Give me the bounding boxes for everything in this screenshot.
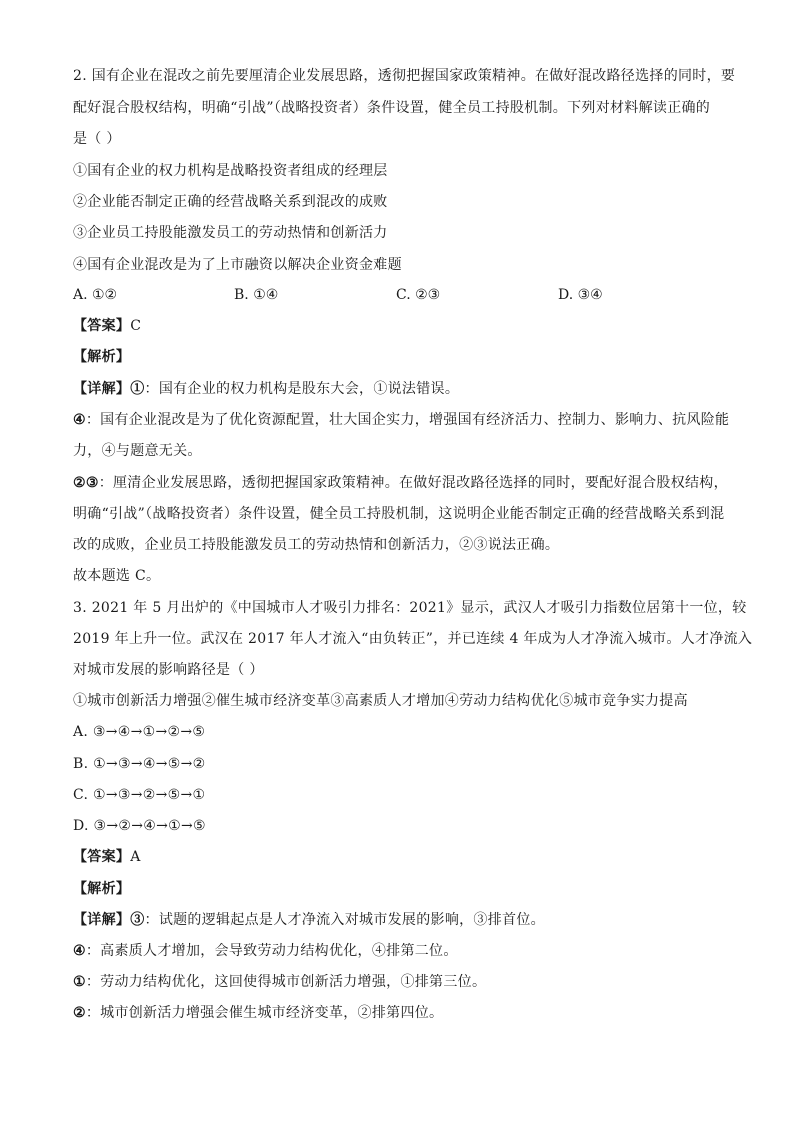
q3-stem-line-1: 3. 2021 年 5 月出炉的《中国城市人才吸引力排名：2021》显示，武汉人才吸引力指数位居第十一位，较 [73, 600, 747, 616]
q2-detail-line-2 [73, 410, 729, 430]
q3-option-b[interactable]: B. ①→③→④→⑤→② [73, 756, 206, 772]
q2-stem-line-3: 是（ ） [73, 131, 121, 147]
q3-detail-text-1: ：试题的逻辑起点是人才净流入对城市发展的影响，③排首位。 [144, 912, 545, 928]
q3-detail-text-4: ：城市创新活力增强会催生城市经济变革，②排第四位。 [85, 1005, 444, 1021]
q3-analysis-label: 【解析】 [73, 881, 131, 897]
q3-answer [73, 847, 141, 867]
q2-detail-line-4 [73, 473, 728, 493]
q2-detail-line-5: 明确“引战”（战略投资者）条件设置，健全员工持股机制，这说明企业能否制定正确的经营战略关系到混 [73, 506, 725, 522]
q3-detail-mark-4: ② [73, 1005, 86, 1021]
q2-detail-mark-1: ① [130, 381, 145, 397]
q2-answer-value: C [130, 318, 142, 334]
q2-answer-label: 【答案】 [73, 318, 131, 334]
q2-options [73, 285, 713, 305]
q2-detail-text-2: ：国有企业混改是为了优化资源配置，壮大国企实力，增强国有经济活力、控制力、影响力、抗风险能 [85, 412, 730, 428]
q2-option-a[interactable]: A. ①② [73, 287, 118, 303]
q2-detail-text-4: ：厘清企业发展思路，透彻把握国家政策精神。在做好混改路径选择的同时，要配好混合股权结构， [98, 475, 728, 491]
q2-statement-1: ①国有企业的权力机构是战略投资者组成的经理层 [73, 163, 388, 179]
q3-answer-value: A [130, 849, 141, 865]
q2-stem-line-1: 2. 国有企业在混改之前先要厘清企业发展思路，透彻把握国家政策精神。在做好混改路径选择的同时，要 [73, 68, 736, 84]
q3-option-c[interactable]: C. ①→③→②→⑤→① [73, 787, 206, 803]
q2-detail-mark-2: ④ [73, 412, 86, 428]
q2-option-b[interactable]: B. ①④ [234, 287, 279, 303]
q3-detail-line-3 [73, 972, 486, 992]
q2-conclusion: 故本题选 C。 [73, 568, 161, 584]
q2-analysis-label: 【解析】 [73, 349, 131, 365]
q2-statement-2: ②企业能否制定正确的经营战略关系到混改的成败 [73, 194, 388, 210]
q2-statement-4: ④国有企业混改是为了上市融资以解决企业资金难题 [73, 257, 402, 273]
q3-detail-line-4 [73, 1003, 443, 1023]
q3-detail-mark-2: ④ [73, 943, 86, 959]
q3-detail-mark-3: ① [73, 974, 86, 990]
q2-statement-3: ③企业员工持股能激发员工的劳动热情和创新活力 [73, 225, 388, 241]
q3-detail-line-2 [73, 941, 458, 961]
q2-answer [73, 316, 141, 336]
q3-stem-line-2: 2019 年上升一位。武汉在 2017 年人才流入“由负转正”，并已连续 4 年成为人才净流入城市。人才净流入 [73, 631, 753, 647]
q3-detail-text-3: ：劳动力结构优化，这回使得城市创新活力增强，①排第三位。 [85, 974, 487, 990]
q2-option-d[interactable]: D. ③④ [558, 287, 603, 303]
q3-option-a[interactable]: A. ③→④→①→②→⑤ [73, 724, 206, 740]
q3-option-d[interactable]: D. ③→②→④→①→⑤ [73, 818, 206, 834]
q3-detail-text-2: ：高素质人才增加，会导致劳动力结构优化，④排第二位。 [85, 943, 458, 959]
q2-detail-line-1 [73, 379, 459, 399]
q3-detail-mark-1: ③ [130, 912, 145, 928]
q2-detail-mark-4: ②③ [73, 475, 99, 491]
q2-detail-line-3: 力，④与题意无关。 [73, 443, 202, 459]
q2-detail-text-1: ：国有企业的权力机构是股东大会，①说法错误。 [144, 381, 460, 397]
q2-detail-line-6: 改的成败，企业员工持股能激发员工的劳动热情和创新活力，②③说法正确。 [73, 537, 560, 553]
q2-stem-line-2: 配好混合股权结构，明确“引战”（战略投资者）条件设置，健全员工持股机制。下列对材料解读正确的 [73, 100, 711, 116]
q3-statements: ①城市创新活力增强②催生城市经济变革③高素质人才增加④劳动力结构优化⑤城市竞争实力提高 [73, 693, 688, 709]
q3-detail-label: 【详解】 [73, 912, 131, 928]
q3-detail-line-1 [73, 910, 545, 930]
q2-detail-label: 【详解】 [73, 381, 131, 397]
q3-stem-line-3: 对城市发展的影响路径是（ ） [73, 662, 264, 678]
q2-option-c[interactable]: C. ②③ [396, 287, 441, 303]
q3-answer-label: 【答案】 [73, 849, 131, 865]
